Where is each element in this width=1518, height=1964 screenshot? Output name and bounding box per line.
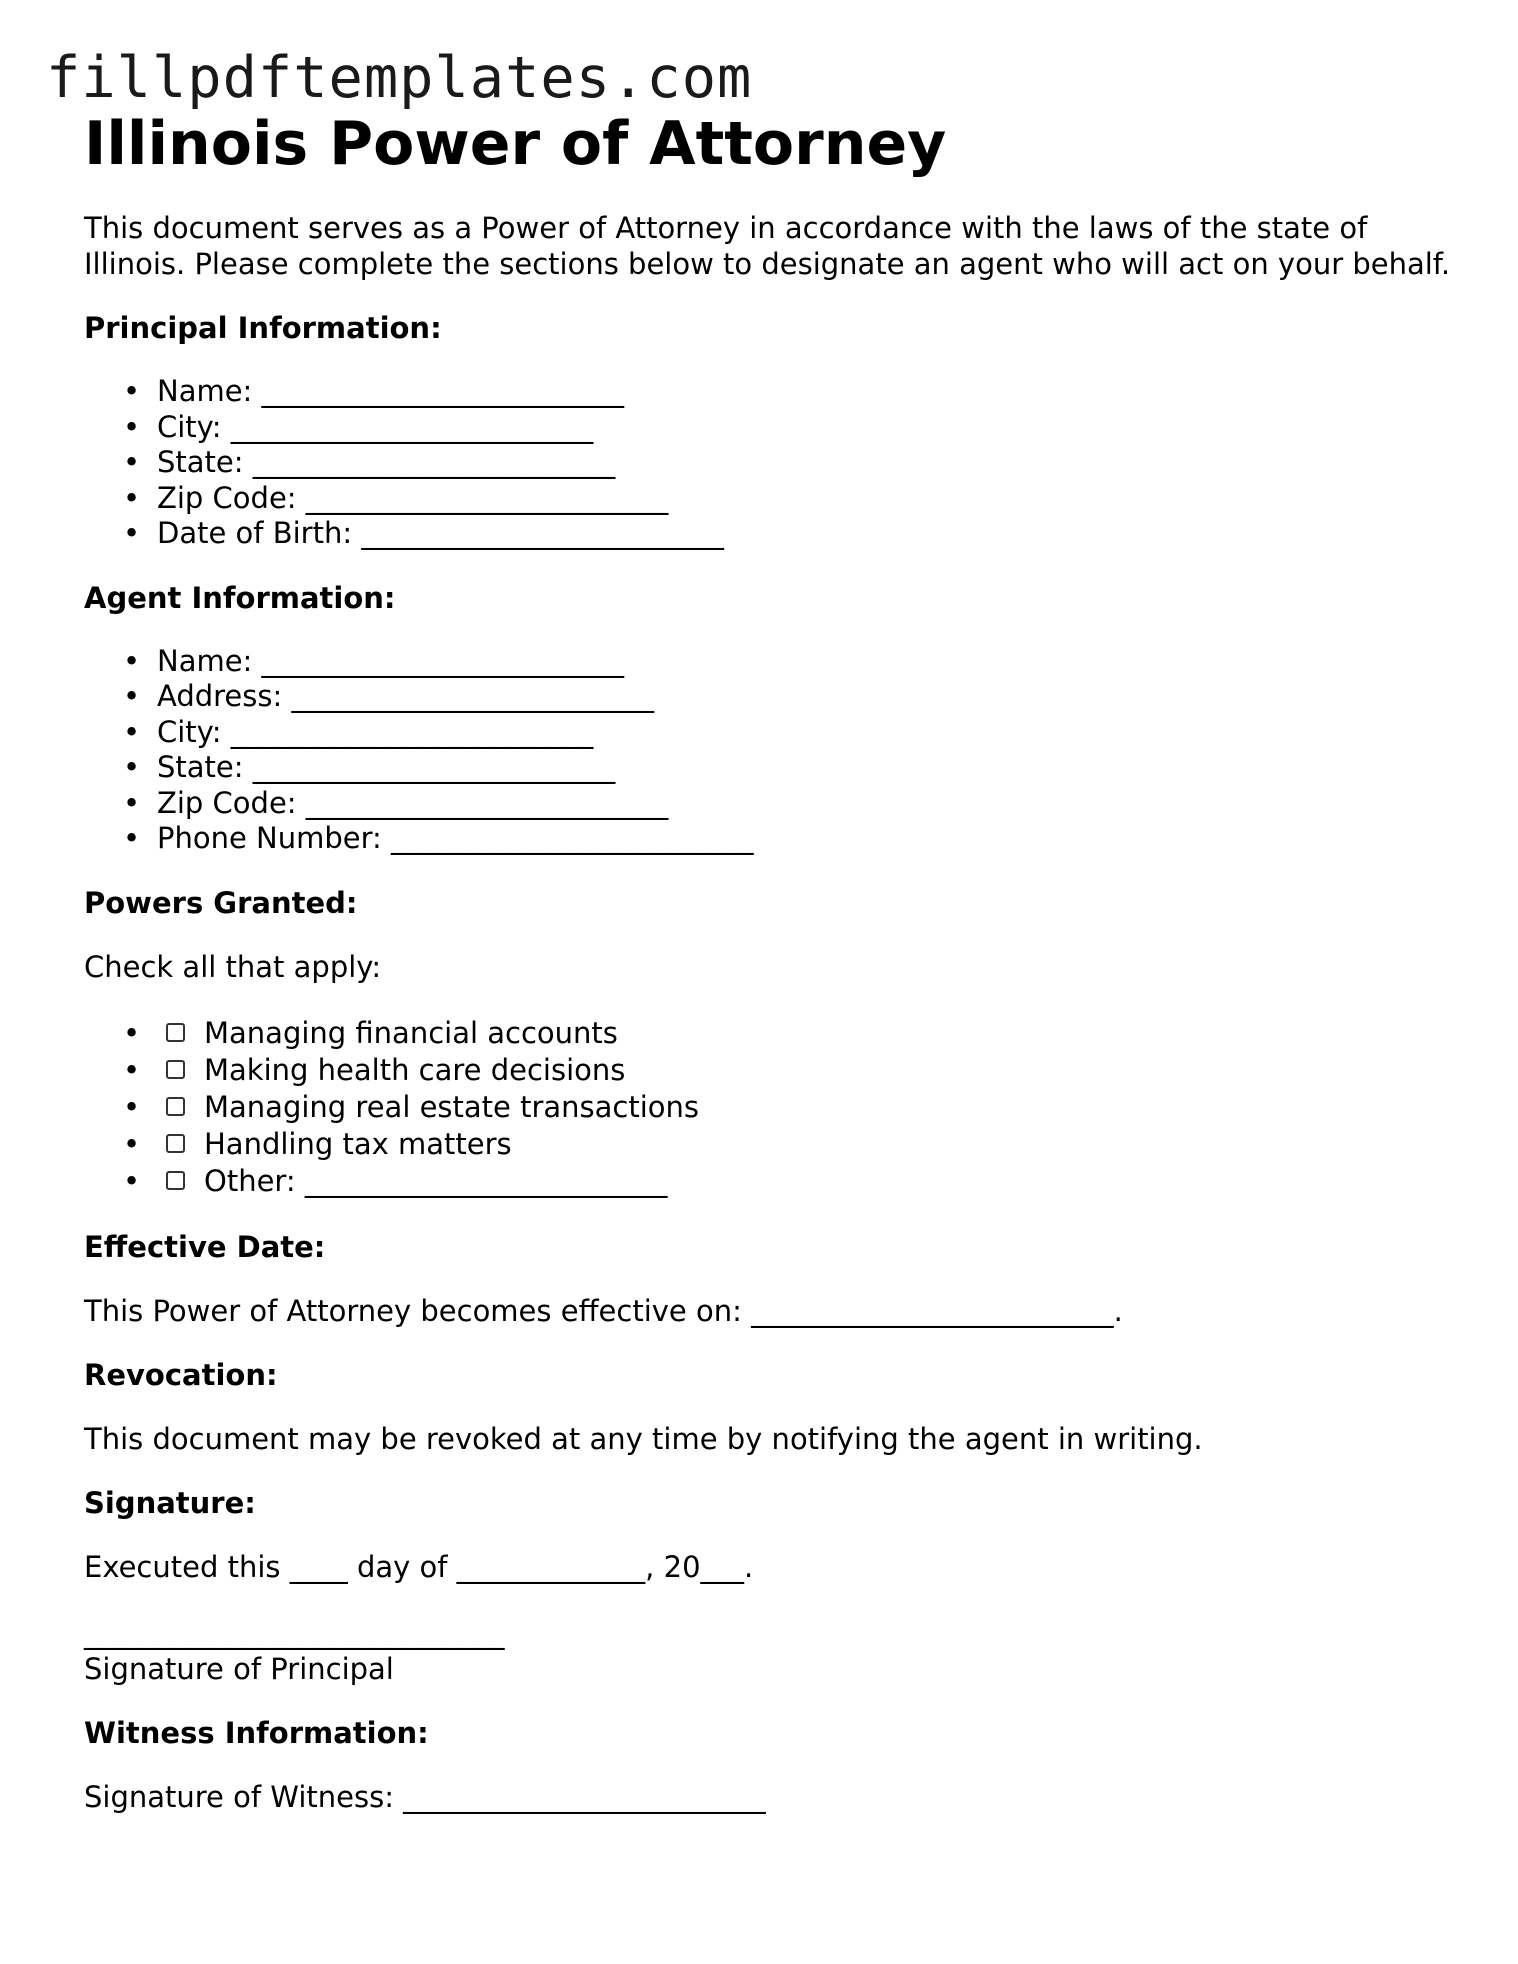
power-option-label: Managing financial accounts — [204, 1015, 618, 1050]
agent-city-field[interactable]: • City: _________________________ — [84, 715, 1464, 751]
principal-signature-block — [84, 1615, 1464, 1687]
executed-date-field[interactable]: Executed this ____ day of _____________, 20___. — [84, 1549, 754, 1584]
agent-state-field[interactable]: • State: _________________________ — [84, 750, 1464, 786]
checkbox-financial[interactable] — [166, 1023, 185, 1042]
power-option-other-field[interactable]: Other: _________________________ — [204, 1164, 668, 1199]
powers-instruction: Check all that apply: — [84, 949, 382, 984]
power-option-health — [84, 1052, 1464, 1089]
principal-signature-line[interactable]: _____________________________ — [84, 1615, 505, 1650]
effective-heading: Effective Date: — [84, 1229, 326, 1264]
checkbox-other[interactable] — [166, 1171, 185, 1190]
signature-heading: Signature: — [84, 1485, 256, 1520]
principal-heading: Principal Information: — [84, 311, 442, 345]
powers-heading: Powers Granted: — [84, 885, 358, 920]
power-option-financial — [84, 1015, 1464, 1052]
power-option-label: Making health care decisions — [204, 1052, 626, 1087]
revocation-text: This document may be revoked at any time by notifying the agent in writing. — [84, 1421, 1203, 1456]
principal-name-field[interactable]: • Name: _________________________ — [84, 374, 1464, 410]
power-option-label: Handling tax matters — [204, 1127, 512, 1162]
intro-paragraph: This document serves as a Power of Attorney in accordance with the laws of the state of Illinois. Please complete the sections below to designate an agent who will act on your behalf. — [84, 211, 1451, 281]
watermark: fillpdftemplates.com — [46, 45, 753, 111]
checkbox-tax[interactable] — [166, 1134, 185, 1153]
effective-date-field[interactable]: This Power of Attorney becomes effective on: _________________________. — [84, 1293, 1123, 1328]
principal-dob-field[interactable]: • Date of Birth: _________________________ — [84, 516, 1464, 552]
power-option-other — [84, 1163, 1464, 1200]
principal-state-field[interactable]: • State: _________________________ — [84, 445, 1464, 481]
agent-address-field[interactable]: • Address: _________________________ — [84, 679, 1464, 715]
revocation-heading: Revocation: — [84, 1357, 278, 1392]
checkbox-health[interactable] — [166, 1060, 185, 1079]
power-option-tax — [84, 1126, 1464, 1163]
agent-heading: Agent Information: — [84, 580, 396, 615]
witness-heading: Witness Information: — [84, 1715, 429, 1750]
agent-name-field[interactable]: • Name: _________________________ — [84, 644, 1464, 680]
principal-city-field[interactable]: • City: _________________________ — [84, 410, 1464, 446]
agent-fields — [84, 644, 1464, 857]
document-title: Illinois Power of Attorney — [84, 109, 947, 179]
power-option-real-estate — [84, 1089, 1464, 1126]
checkbox-real-estate[interactable] — [166, 1097, 185, 1116]
principal-signature-label: Signature of Principal — [84, 1651, 394, 1686]
principal-zip-field[interactable]: • Zip Code: _________________________ — [84, 481, 1464, 517]
document-body — [84, 104, 1464, 1815]
agent-zip-field[interactable]: • Zip Code: _________________________ — [84, 786, 1464, 822]
principal-fields — [84, 374, 1464, 552]
power-option-label: Managing real estate transactions — [204, 1089, 700, 1124]
witness-signature-field[interactable]: Signature of Witness: _________________________ — [84, 1779, 766, 1814]
agent-phone-field[interactable]: • Phone Number: _________________________ — [84, 821, 1464, 857]
powers-options — [84, 1015, 1464, 1201]
